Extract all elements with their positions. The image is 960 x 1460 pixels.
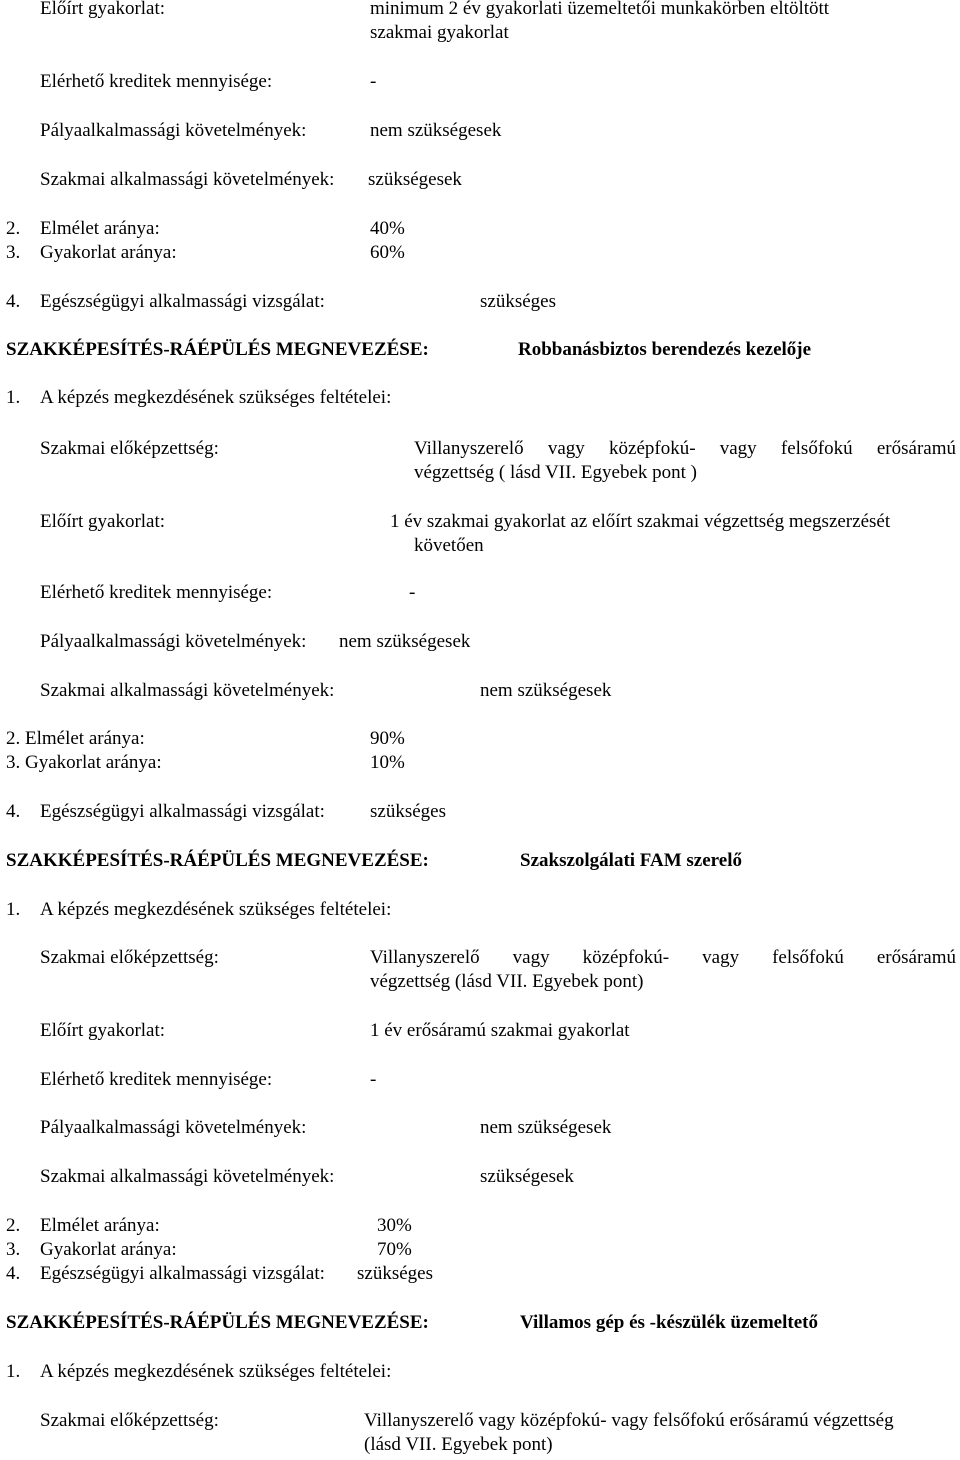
elmelet-num: 2.: [6, 1215, 21, 1236]
section-heading-label: SZAKKÉPESÍTÉS-RÁÉPÜLÉS MEGNEVEZÉSE:: [6, 850, 429, 871]
eloirt-value-line2: szakmai gyakorlat: [370, 22, 509, 43]
palya-label: Pályaalkalmassági követelmények:: [40, 1117, 307, 1138]
szakmai-alk-label: Szakmai alkalmassági követelmények:: [40, 169, 335, 190]
elmelet-value: 90%: [370, 728, 405, 749]
feltetel-label: A képzés megkezdésének szükséges feltételei:: [40, 1361, 392, 1382]
eloirt-label: Előírt gyakorlat:: [40, 1020, 166, 1041]
kredit-label: Elérhető kreditek mennyisége:: [40, 71, 273, 92]
eloirt-value: 1 év erősáramú szakmai gyakorlat: [370, 1020, 630, 1041]
gyakorlat-label: Gyakorlat aránya:: [40, 1239, 177, 1260]
elmelet-num: 2.: [6, 218, 21, 239]
eloirt-label: Előírt gyakorlat:: [40, 511, 166, 532]
palya-label: Pályaalkalmassági követelmények:: [40, 120, 307, 141]
feltetel-num: 1.: [6, 1361, 21, 1382]
elokepzettseg-label: Szakmai előképzettség:: [40, 947, 219, 968]
egeszseg-num: 4.: [6, 801, 21, 822]
elokepzettseg-value-line2: végzettség (lásd VII. Egyebek pont): [370, 971, 644, 992]
elmelet-label: 2. Elmélet aránya:: [6, 728, 145, 749]
gyakorlat-num: 3.: [6, 1239, 21, 1260]
gyakorlat-label: Gyakorlat aránya:: [40, 242, 177, 263]
elokepzettseg-value-line2: végzettség ( lásd VII. Egyebek pont ): [414, 462, 697, 483]
section-heading-label: SZAKKÉPESÍTÉS-RÁÉPÜLÉS MEGNEVEZÉSE:: [6, 1312, 429, 1333]
elmelet-value: 30%: [377, 1215, 412, 1236]
gyakorlat-value: 70%: [377, 1239, 412, 1260]
eloirt-value-line2: követően: [414, 535, 484, 556]
egeszseg-value: szükséges: [357, 1263, 433, 1284]
eloirt-label: Előírt gyakorlat:: [40, 0, 166, 19]
szakmai-alk-value: nem szükségesek: [480, 680, 612, 701]
egeszseg-label: Egészségügyi alkalmassági vizsgálat:: [40, 801, 325, 822]
egeszseg-value: szükséges: [480, 291, 556, 312]
gyakorlat-value: 10%: [370, 752, 405, 773]
egeszseg-label: Egészségügyi alkalmassági vizsgálat:: [40, 291, 325, 312]
elokepzettseg-label: Szakmai előképzettség:: [40, 438, 219, 459]
eloirt-value-line1: 1 év szakmai gyakorlat az előírt szakmai végzettség megszerzését: [390, 511, 891, 532]
palya-value: nem szükségesek: [339, 631, 471, 652]
palya-value: nem szükségesek: [370, 120, 502, 141]
section-heading-value: Villamos gép és -készülék üzemeltető: [520, 1312, 818, 1333]
szakmai-alk-value: szükségesek: [368, 169, 462, 190]
elokepzettseg-value-line1: Villanyszerelő vagy középfokú- vagy felsőfokú erősáramú: [370, 947, 956, 968]
feltetel-num: 1.: [6, 387, 21, 408]
gyakorlat-label: 3. Gyakorlat aránya:: [6, 752, 162, 773]
elmelet-label: Elmélet aránya:: [40, 1215, 160, 1236]
elokepzettseg-label: Szakmai előképzettség:: [40, 1410, 219, 1431]
section-heading-label: SZAKKÉPESÍTÉS-RÁÉPÜLÉS MEGNEVEZÉSE:: [6, 339, 429, 360]
elmelet-label: Elmélet aránya:: [40, 218, 160, 239]
feltetel-num: 1.: [6, 899, 21, 920]
feltetel-label: A képzés megkezdésének szükséges feltételei:: [40, 899, 392, 920]
egeszseg-label: Egészségügyi alkalmassági vizsgálat:: [40, 1263, 325, 1284]
elokepzettseg-value-line2: (lásd VII. Egyebek pont): [364, 1434, 553, 1455]
kredit-label: Elérhető kreditek mennyisége:: [40, 582, 273, 603]
gyakorlat-value: 60%: [370, 242, 405, 263]
szakmai-alk-label: Szakmai alkalmassági követelmények:: [40, 1166, 335, 1187]
szakmai-alk-label: Szakmai alkalmassági követelmények:: [40, 680, 335, 701]
egeszseg-num: 4.: [6, 1263, 21, 1284]
palya-label: Pályaalkalmassági követelmények:: [40, 631, 307, 652]
palya-value: nem szükségesek: [480, 1117, 612, 1138]
egeszseg-num: 4.: [6, 291, 21, 312]
szakmai-alk-value: szükségesek: [480, 1166, 574, 1187]
kredit-value: -: [370, 1069, 377, 1090]
elmelet-value: 40%: [370, 218, 405, 239]
egeszseg-value: szükséges: [370, 801, 446, 822]
elokepzettseg-value-line1: Villanyszerelő vagy középfokú- vagy felsőfokú erősáramú végzettség: [364, 1410, 894, 1431]
gyakorlat-num: 3.: [6, 242, 21, 263]
section-heading-value: Szakszolgálati FAM szerelő: [520, 850, 742, 871]
feltetel-label: A képzés megkezdésének szükséges feltételei:: [40, 387, 392, 408]
elokepzettseg-value-line1: Villanyszerelő vagy középfokú- vagy felsőfokú erősáramú: [414, 438, 956, 459]
kredit-label: Elérhető kreditek mennyisége:: [40, 1069, 273, 1090]
eloirt-value-line1: minimum 2 év gyakorlati üzemeltetői munkakörben eltöltött: [370, 0, 830, 19]
section-heading-value: Robbanásbiztos berendezés kezelője: [518, 339, 812, 360]
kredit-value: -: [370, 71, 377, 92]
kredit-value: -: [409, 582, 416, 603]
